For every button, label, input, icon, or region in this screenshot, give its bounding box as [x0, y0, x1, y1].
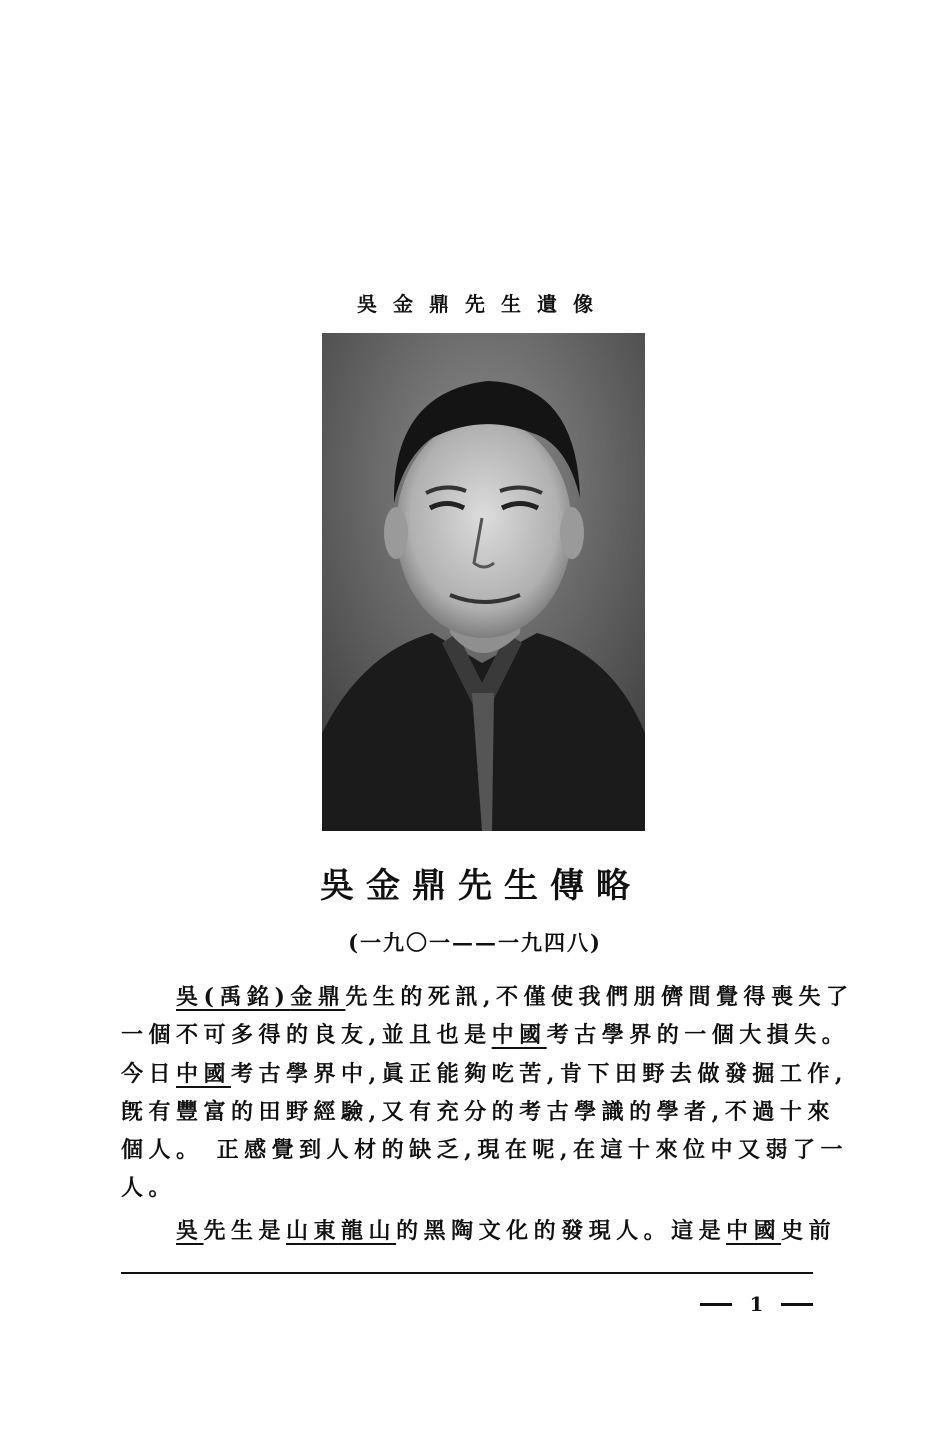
place-name: 山東龍山	[286, 1217, 397, 1244]
person-alias: (禹銘)	[203, 984, 291, 1010]
person-name: 吳	[176, 984, 204, 1010]
place-name: 中國	[491, 1022, 547, 1049]
page-number	[700, 1292, 813, 1316]
dash-right	[781, 1303, 813, 1306]
text-run: 今日	[121, 1060, 177, 1087]
person-name: 金鼎	[290, 984, 346, 1010]
text-line	[121, 1055, 849, 1093]
text-line	[121, 978, 854, 1016]
text-run: 先生是	[203, 1217, 287, 1244]
place-name: 中國	[726, 1217, 782, 1244]
text-line	[121, 1212, 837, 1250]
text-run: 先生的死訊,不僅使我們朋儕間覺得喪失了	[345, 984, 854, 1010]
life-years: (一九〇一——一九四八)	[348, 930, 602, 955]
article-body	[121, 978, 854, 1250]
portrait-photo	[322, 333, 645, 831]
text-run: 的黑陶文化的發現人。這是	[396, 1217, 727, 1244]
place-name: 中國	[176, 1060, 232, 1087]
footer-rule	[121, 1272, 813, 1274]
text-run: 考古學界中,眞正能夠吃苦,肯下田野去做發掘工作,	[231, 1060, 849, 1087]
text-run: 考古學界的一個大損失。	[546, 1022, 850, 1049]
text-line: 人。	[121, 1175, 177, 1202]
text-line	[121, 1016, 850, 1054]
photo-caption: 吳金鼎先生遺像	[357, 292, 609, 316]
article-title: 吳金鼎先生傳略	[320, 866, 642, 906]
text-run: 一個不可多得的良友,並且也是	[121, 1022, 492, 1049]
person-name: 吳	[176, 1217, 204, 1244]
text-line: 旣有豐富的田野經驗,又有充分的考古學識的學者,不過十來	[121, 1098, 835, 1125]
text-line: 個人。 正感覺到人材的缺乏,現在呢,在這十來位中又弱了一	[121, 1137, 848, 1164]
text-run: 史前	[781, 1217, 837, 1244]
dash-left	[700, 1303, 732, 1306]
page-number-value: 1	[749, 1292, 764, 1316]
